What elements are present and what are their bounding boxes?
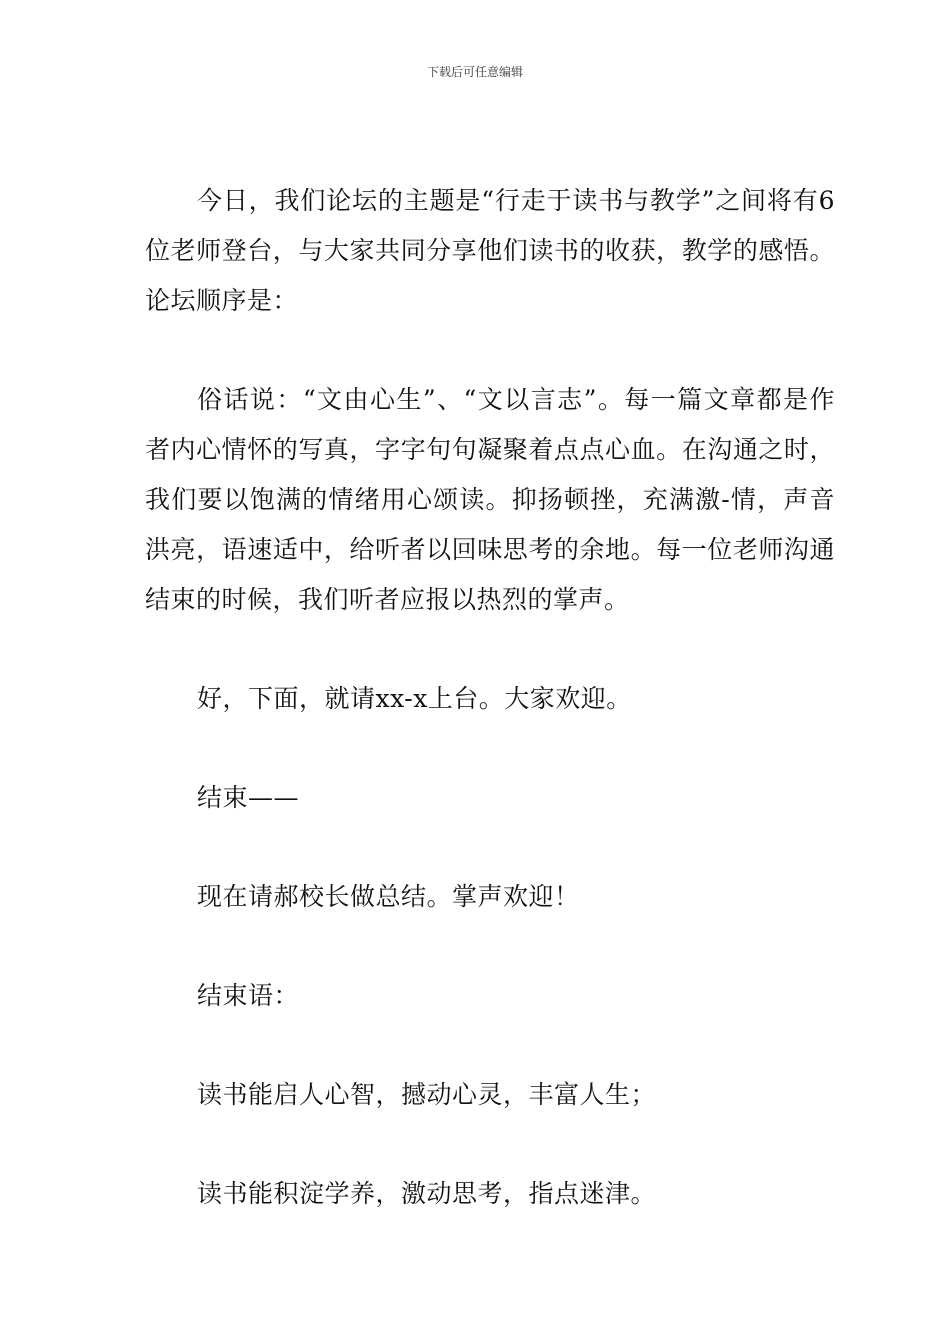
paragraph-closing-line-1: 读书能启人心智，撼动心灵，丰富人生； xyxy=(197,1080,657,1109)
paragraph-closing-heading: 结束语： xyxy=(197,981,300,1010)
paragraph-intro: 今日，我们论坛的主题是“行走于读书与教学”之间将有6位老师登台，与大家共同分享他们读书的收获，教学的感悟。论坛顺序是： xyxy=(145,186,835,315)
page-header-note: 下载后可任意编辑 xyxy=(426,65,523,79)
paragraph-end-marker: 结束—— xyxy=(197,783,300,812)
document-body xyxy=(145,176,835,1219)
paragraph-invite-speaker: 好，下面，就请xx-x上台。大家欢迎。 xyxy=(197,684,632,713)
paragraph-closing-line-2: 读书能积淀学养，激动思考，指点迷津。 xyxy=(197,1179,657,1208)
paragraph-summary-invite: 现在请郝校长做总结。掌声欢迎！ xyxy=(197,882,580,911)
paragraph-reading-guidance: 俗话说：“文由心生”、“文以言志”。每一篇文章都是作者内心情怀的写真，字字句句凝聚着点点心血。在沟通之时，我们要以饱满的情绪用心颂读。抑扬顿挫，充满激-情，声音洪亮，语速适中，给听者以回味思考的余地。每一位老师沟通结束的时候，我们听者应报以热烈的掌声。 xyxy=(145,385,835,614)
